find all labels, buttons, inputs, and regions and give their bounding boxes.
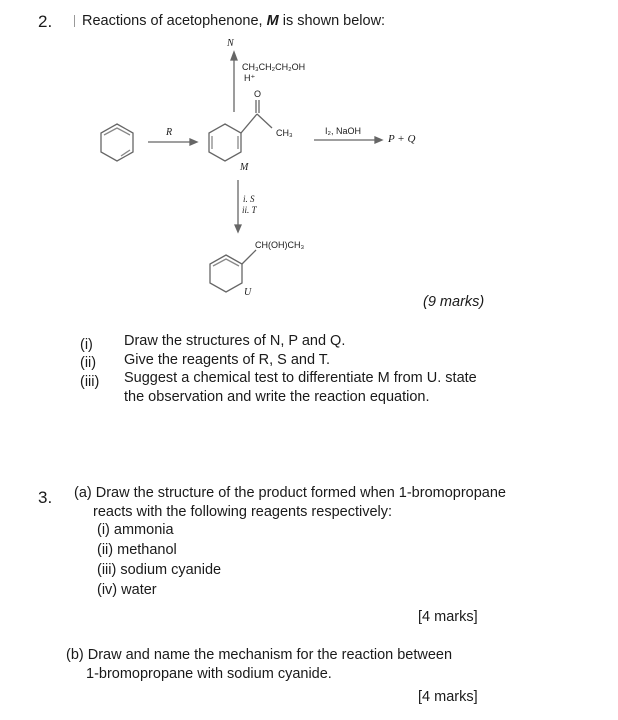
acetophenone-ring — [209, 124, 241, 161]
question-2-marks: (9 marks) — [423, 294, 485, 310]
list-item: (iii) sodium cyanide — [97, 562, 222, 578]
reagent-S: i. S — [243, 194, 255, 204]
question-3b-line2: 1-bromopropane with sodium cyanide. — [86, 666, 332, 682]
alcohol-ring — [210, 255, 242, 292]
benzene-ring — [101, 124, 133, 161]
reagent-iodine-naoh: I₂, NaOH — [325, 126, 361, 136]
part-ii-text: Give the reagents of R, S and T. — [124, 352, 331, 368]
reagent-propanol: CH₃CH₂CH₂OH — [242, 62, 306, 72]
label-CHOHCH3: CH(OH)CH₃ — [255, 240, 305, 250]
part-i-text: Draw the structures of N, P and Q. — [124, 333, 346, 349]
label-U: U — [244, 287, 252, 298]
question-3b-line1: (b) Draw and name the mechanism for the reaction between — [66, 647, 453, 663]
question-3a-marks: [4 marks] — [418, 609, 478, 625]
label-CH3: CH₃ — [276, 128, 293, 138]
label-N: N — [227, 38, 234, 49]
reagent-acid: H⁺ — [244, 73, 256, 83]
list-item: (ii) methanol — [97, 542, 177, 558]
reagent-T: ii. T — [242, 205, 257, 215]
question-2-intro: Reactions of acetophenone, M is shown below: — [82, 13, 386, 29]
question-3a-line1: (a) Draw the structure of the product formed when 1-bromopropane — [74, 485, 506, 501]
part-ii-number: (ii) — [80, 355, 97, 371]
part-iii-text-line2: the observation and write the reaction equation. — [124, 389, 430, 405]
question-3b-marks: [4 marks] — [418, 689, 478, 705]
question-3-number: 3. — [38, 488, 53, 507]
part-iii-text-line1: Suggest a chemical test to differentiate M from U. state — [124, 370, 477, 386]
list-item: (iv) water — [97, 582, 157, 598]
question-2-number: 2. — [38, 12, 53, 31]
label-oxygen: O — [254, 89, 262, 99]
label-R: R — [166, 127, 173, 138]
products-PQ: P + Q — [388, 133, 416, 145]
part-i-number: (i) — [80, 337, 93, 353]
question-3a-line2: reacts with the following reagents respectively: — [93, 504, 393, 520]
list-item: (i) ammonia — [97, 522, 174, 538]
part-iii-number: (iii) — [80, 374, 100, 390]
label-M: M — [240, 162, 249, 173]
